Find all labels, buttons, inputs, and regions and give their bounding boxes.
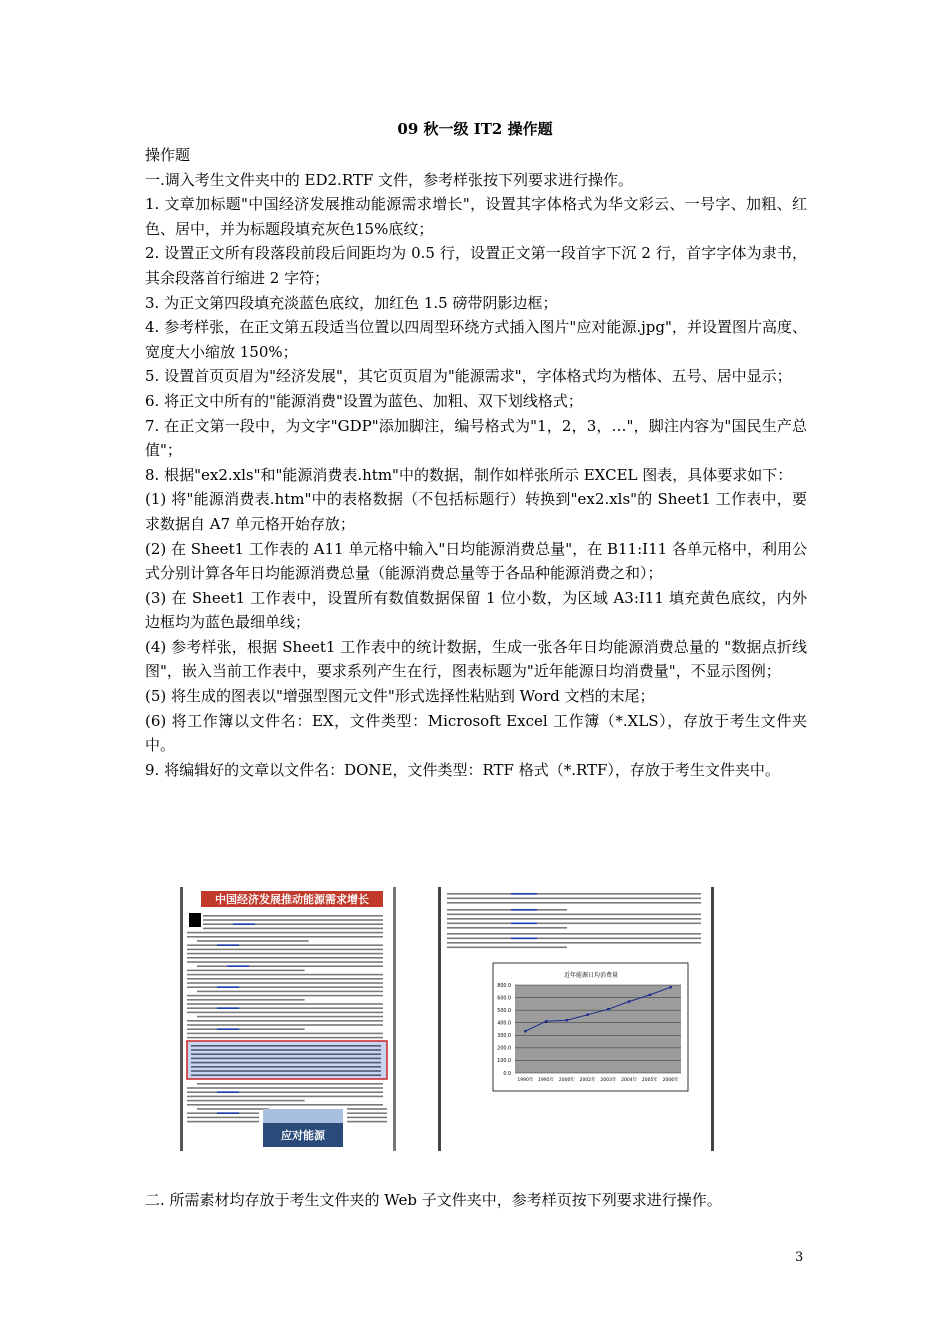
x-tick-label: 1990年 [517,1078,534,1083]
text-line [347,1121,387,1123]
text-line [191,1070,381,1072]
text-line [197,940,309,942]
text-line [187,957,383,959]
text-line [447,947,567,949]
paragraph: 操作题 [145,146,191,164]
sample-text-lines [187,915,387,1122]
sample-text-lines [447,893,701,948]
text-line [191,1058,381,1060]
text-line [187,932,383,934]
y-tick-label: 300.0 [497,1034,511,1040]
text-line [187,944,383,946]
text-line [187,1096,383,1098]
drop-cap [189,913,201,927]
text-line [217,986,239,988]
paragraph: 7. 在正文第一段中，为文字"GDP"添加脚注，编号格式为"1，2，3，…"，脚注内容为"国民生产总值"； [145,416,807,460]
shaded-paragraph-box [187,1041,387,1079]
text-line [447,898,701,900]
paragraph: 5. 设置首页页眉为"经济发展"，其它页页眉为"能源需求"，字体格式均为楷体、五号、居中显示； [145,367,792,386]
text-line [191,1074,381,1076]
text-line [187,978,383,980]
text-line [447,942,701,944]
text-line [187,1100,305,1102]
x-tick-label: 2003年 [600,1078,617,1083]
text-line [197,1108,269,1110]
text-line [191,1045,381,1047]
text-line [187,970,305,972]
data-point [607,1008,609,1010]
text-line [187,1091,383,1093]
text-line [447,923,701,925]
text-line [187,961,383,963]
data-point [649,994,651,996]
data-point [524,1030,526,1032]
paragraph: (2) 在 Sheet1 工作表的 A11 单元格中输入"日均能源消费总量"，在 B11:I11 各单元格中，利用公式分别计算各年日均能源消费总量（能源消费总量等于各品种能源消费之和）； [145,539,807,583]
paragraph: (5) 将生成的图表以"增强型图元文件"形式选择性粘贴到 Word 文档的末尾； [145,687,655,706]
y-tick-label: 200.0 [497,1046,511,1052]
text-line [347,1108,387,1110]
sample-page-1 [180,887,396,1151]
text-line [511,909,537,911]
text-line [187,974,383,976]
y-tick-label: 600.0 [497,996,511,1002]
text-line [511,938,537,940]
text-line [217,1007,239,1009]
paragraph: 8. 根据"ex2.xls"和"能源消费表.htm"中的数据，制作如样张所示 EXCEL 图表，具体要求如下： [145,465,793,484]
y-tick-label: 500.0 [497,1008,511,1014]
page-number: 3 [795,1250,804,1265]
text-line [191,1053,381,1055]
text-line [447,933,701,935]
paragraph: 3. 为正文第四段填充淡蓝色底纹，加红色 1.5 磅带阴影边框； [145,293,558,312]
paragraph: 4. 参考样张，在正文第五段适当位置以四周型环绕方式插入图片"应对能源.jpg"，并设置图片高度、宽度大小缩放 150%； [145,318,807,361]
sample-page-2 [438,887,714,1151]
text-line [197,1016,383,1018]
text-line [197,991,383,993]
text-line [511,893,537,895]
x-tick-label: 2000年 [558,1078,575,1083]
text-line [187,986,383,988]
y-tick-label: 400.0 [497,1021,511,1027]
paragraph: (4) 参考样张，根据 Sheet1 工作表中的统计数据，生成一张各年日均能源消费总量的 "数据点折线图"，嵌入当前工作表中，要求系列产生在行，图表标题为"近年能源日均消费量"，不显示图例； [145,637,807,681]
section-two-heading: 二. 所需素材均存放于考生文件夹的 Web 子文件夹中，参考样页按下列要求进行操作。 [145,1191,722,1209]
text-line [187,1020,383,1022]
x-tick-label: 2005年 [641,1078,658,1083]
text-line [187,1012,383,1014]
data-point [628,1000,630,1002]
text-line [187,1104,383,1106]
sample-doc-title: 中国经济发展推动能源需求增长 [215,893,369,906]
x-tick-label: 2004年 [621,1078,638,1083]
text-line [187,982,383,984]
y-tick-label: 100.0 [497,1059,511,1065]
text-line [203,919,383,921]
text-line [233,923,255,925]
paragraph: 一.调入考生文件夹中的 ED2.RTF 文件，参考样张按下列要求进行操作。 [145,170,634,189]
text-line [447,938,701,940]
text-line [217,1028,239,1030]
text-line [187,1003,383,1005]
text-line [447,927,567,929]
paragraph: 9. 将编辑好的文章以文件名：DONE，文件类型：RTF 格式（*.RTF），存放于考生文件夹中。 [145,760,780,779]
text-line [187,1024,383,1026]
data-point [586,1014,588,1016]
document-body [145,143,807,782]
text-line [191,1049,381,1051]
text-line [187,1117,259,1119]
paragraph: (6) 将工作簿以文件名：EX，文件类型：Microsoft Excel 工作簿（*.XLS），存放于考生文件夹中。 [145,711,807,755]
picture-caption: 应对能源 [281,1129,325,1142]
text-line [447,918,701,920]
text-line [191,1062,381,1064]
text-line [447,909,567,911]
text-line [217,1091,239,1093]
data-point [566,1019,568,1021]
text-line [187,949,383,951]
text-line [187,1033,383,1035]
paragraph: (1) 将"能源消费表.htm"中的表格数据（不包括标题行）转换到"ex2.xls"的 Sheet1 工作表中，要求数据自 A7 单元格开始存放； [145,490,807,533]
paragraph: 6. 将正文中所有的"能源消费"设置为蓝色、加粗、双下划线格式； [145,391,583,410]
chart-title: 近年能源日均消费量 [563,972,619,979]
sample-thumbnails [180,887,740,1151]
picture-sky [263,1109,343,1123]
x-tick-label: 1995年 [538,1078,555,1083]
text-line [217,1112,239,1114]
text-line [191,1066,381,1068]
text-line [447,914,701,916]
text-line [187,1007,383,1009]
plot-area [515,985,681,1073]
text-line [187,1028,305,1030]
x-tick-label: 2006年 [662,1078,679,1083]
text-line [203,915,383,917]
data-point [669,986,671,988]
text-line [447,893,701,895]
text-line [203,923,383,925]
text-line [187,1121,259,1123]
text-line [197,1083,383,1085]
x-tick-label: 2002年 [579,1078,596,1083]
y-tick-label: 0.0 [503,1071,511,1077]
text-line [347,1112,387,1114]
text-line [203,928,383,930]
sample-page-1-graphic [183,887,393,1151]
y-tick-label: 800.0 [497,983,511,989]
text-line [227,965,249,967]
text-line [187,1037,383,1039]
paragraph: (3) 在 Sheet1 工作表中，设置所有数值数据保留 1 位小数，为区域 A3:I11 填充黄色底纹，内外边框均为蓝色最细单线； [145,588,807,632]
text-line [187,995,383,997]
text-line [447,902,701,904]
paragraph: 1. 文章加标题"中国经济发展推动能源需求增长"，设置其字体格式为华文彩云、一号字、加粗、红色、居中，并为标题段填充灰色15%底纹； [145,195,807,238]
text-line [217,944,239,946]
sample-page-2-graphic [441,887,711,1151]
text-line [187,936,383,938]
text-line [347,1117,387,1119]
text-line [187,999,305,1001]
document-title: 09 秋一级 IT2 操作题 [397,120,553,138]
data-point [545,1020,547,1022]
text-line [187,1087,383,1089]
paragraph: 2. 设置正文所有段落段前段后间距均为 0.5 行，设置正文第一段首字下沉 2 行，首字字体为隶书，其余段落首行缩进 2 字符； [145,244,807,287]
text-line [187,953,383,955]
text-line [511,923,537,925]
text-line [197,965,383,967]
